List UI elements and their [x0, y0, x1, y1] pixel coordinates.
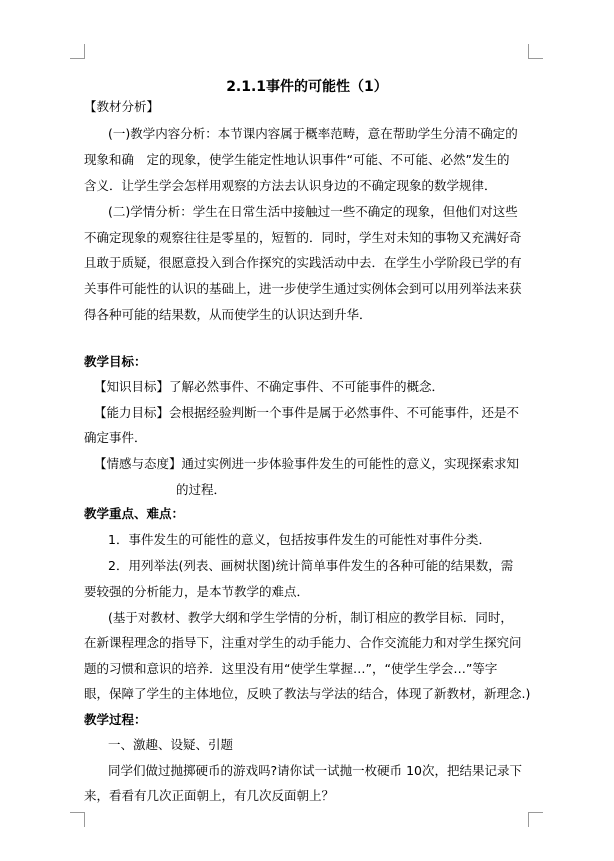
- paragraph-line: (一)教学内容分析：本节课内容属于概率范畴，意在帮助学生分清不确定的: [108, 126, 518, 141]
- key-point: 1．事件发生的可能性的意义，包括按事件发生的可能性对事件分类．: [108, 532, 491, 547]
- ability-goal: 【能力目标】会根据经验判断一个事件是属于必然事件、不可能事件，还是不: [94, 405, 520, 420]
- knowledge-goal: 【知识目标】了解必然事件、不确定事件、不可能事件的概念．: [94, 379, 445, 394]
- process-heading: 教学过程：: [84, 712, 147, 727]
- emotion-goal: 的过程．: [176, 482, 227, 497]
- process-step: 一、激趣、设疑、引题: [108, 737, 234, 752]
- paragraph-line: 来，看看有几次正面朝上，有几次反面朝上？: [84, 788, 335, 803]
- paragraph-line: 含义．让学生学会怎样用观察的方法去认识身边的不确定现象的数学规律．: [84, 178, 497, 193]
- page-corner-mark: [528, 44, 543, 59]
- goals-heading: 教学目标：: [84, 354, 147, 369]
- design-note-line: 题的习惯和意识的培养．这里没有用“使学生掌握…”，“使学生学会…”等字: [84, 661, 498, 676]
- material-heading: 【教材分析】: [84, 99, 160, 114]
- design-note-line: 眼，保障了学生的主体地位，反映了教法与学法的结合，体现了新教材，新理念.): [84, 686, 531, 701]
- page-corner-mark: [70, 44, 85, 59]
- document-title: 2.1.1事件的可能性（1）: [226, 79, 388, 95]
- paragraph-line: 同学们做过抛掷硬币的游戏吗?请你试一试抛一枚硬币 10次，把结果记录下: [108, 763, 523, 778]
- page-corner-mark: [528, 812, 543, 827]
- design-note-line: (基于对教材、教学大纲和学生学情的分析，制订相应的教学目标．同时，: [108, 610, 513, 625]
- design-note-line: 在新课程理念的指导下，注重对学生的动手能力、合作交流能力和对学生探究问: [84, 635, 522, 650]
- paragraph-line: 关事件可能性的认识的基础上，进一步使学生通过实例体会到可以用列举法来获: [84, 281, 522, 296]
- paragraph-line: 且敢于质疑，很愿意投入到合作探究的实践活动中去．在学生小学阶段已学的有: [84, 255, 522, 270]
- paragraph-line: 现象和确 定的现象，使学生能定性地认识事件“可能、不可能、必然”发生的: [84, 152, 510, 167]
- key-point: 要较强的分析能力，是本节教学的难点．: [84, 584, 310, 599]
- paragraph-line: 得各种可能的结果数，从而使学生的认识达到升华．: [84, 307, 372, 322]
- key-point: 2．用列举法(列表、画树状图)统计简单事件发生的各种可能的结果数，需: [108, 558, 514, 573]
- emotion-goal: 【情感与态度】通过实例进一步体验事件发生的可能性的意义，实现探索求知: [94, 456, 520, 471]
- paragraph-line: (二)学情分析：学生在日常生活中接触过一些不确定的现象，但他们对这些: [108, 204, 518, 219]
- key-points-heading: 教学重点、难点：: [84, 506, 185, 521]
- page-corner-mark: [70, 812, 85, 827]
- paragraph-line: 不确定现象的观察往往是零星的，短暂的．同时，学生对未知的事物又充满好奇: [84, 230, 522, 245]
- ability-goal: 确定事件．: [84, 430, 147, 445]
